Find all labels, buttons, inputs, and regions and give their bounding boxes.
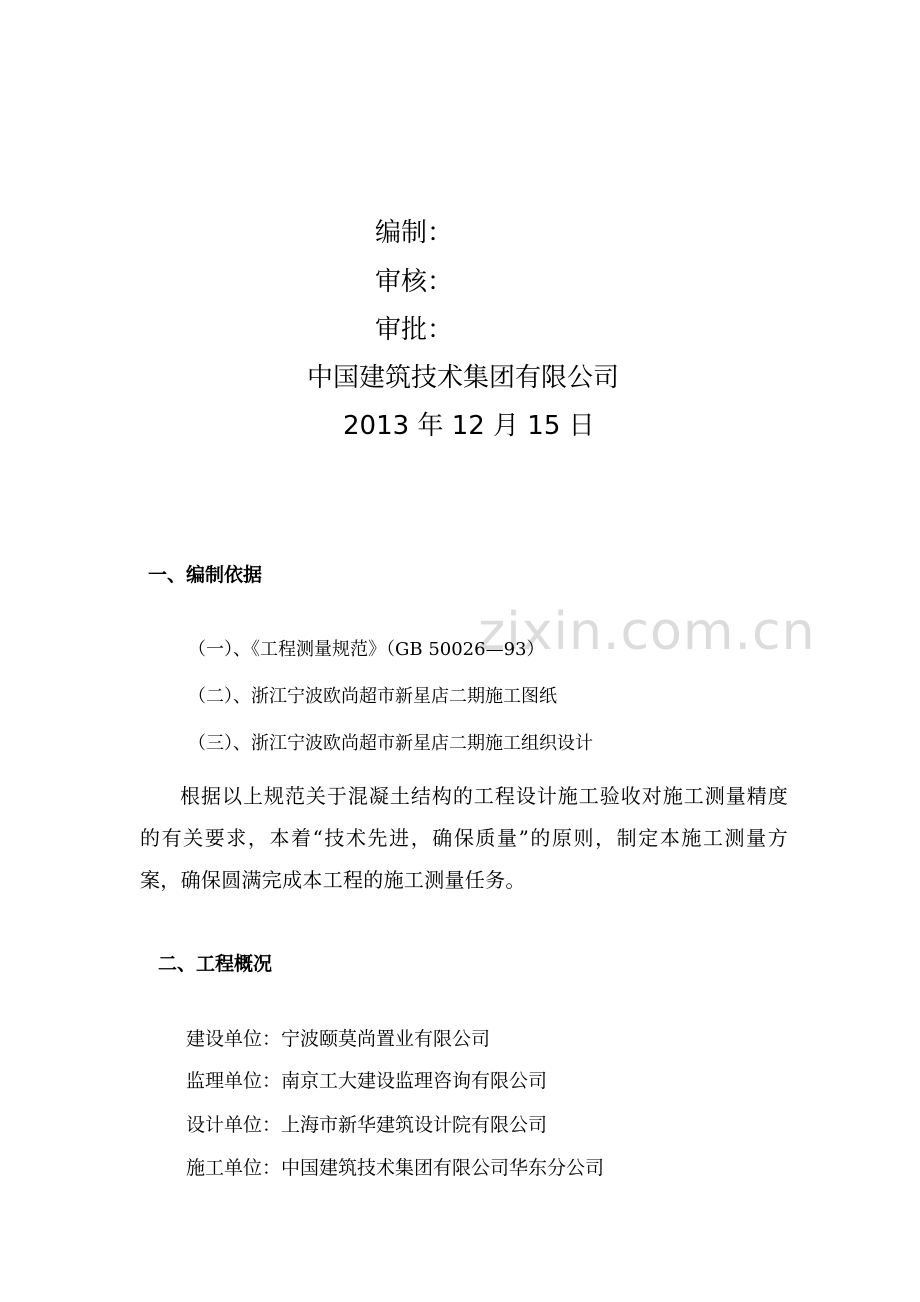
section-heading-basis: 一、编制依据 bbox=[148, 564, 263, 586]
watermark: zixin.com.cn bbox=[478, 602, 816, 662]
compiled-by-label: 编制： bbox=[375, 218, 454, 248]
basis-paragraph: 根据以上规范关于混凝土结构的工程设计施工验收对施工测量精度的有关要求，本着“技术先进，确保质量”的原则，制定本施工测量方案，确保圆满完成本工程的施工测量任务。 bbox=[140, 784, 788, 892]
reference-item: （二）、浙江宁波欧尚超市新星店二期施工图纸 bbox=[188, 686, 557, 707]
unit-line-construction: 建设单位：宁波颐莫尚置业有限公司 bbox=[186, 1028, 491, 1050]
section-heading-overview: 二、工程概况 bbox=[158, 953, 273, 975]
reviewed-by-label: 审核： bbox=[375, 267, 454, 297]
reference-item: （三）、浙江宁波欧尚超市新星店二期施工组织设计 bbox=[188, 733, 593, 754]
unit-line-design: 设计单位：上海市新华建筑设计院有限公司 bbox=[186, 1114, 548, 1136]
company-name: 中国建筑技术集团有限公司 bbox=[307, 363, 620, 393]
unit-line-supervision: 监理单位：南京工大建设监理咨询有限公司 bbox=[186, 1070, 548, 1092]
approved-by-label: 审批： bbox=[375, 315, 454, 345]
document-date: 2013 年 12 月 15 日 bbox=[343, 411, 595, 441]
unit-line-contractor: 施工单位：中国建筑技术集团有限公司华东分公司 bbox=[186, 1157, 605, 1179]
reference-item: （一）、《工程测量规范》（GB 50026—93） bbox=[188, 639, 545, 660]
